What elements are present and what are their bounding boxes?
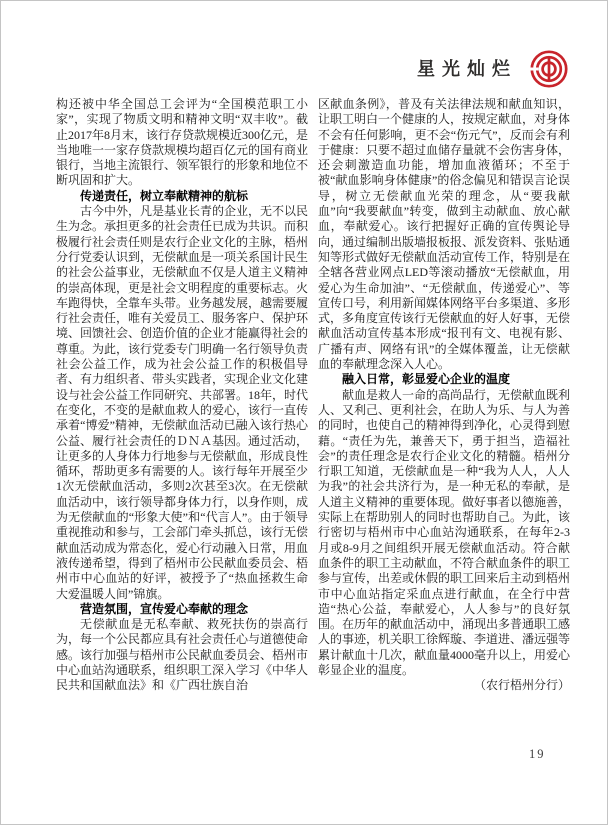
section-heading: 融入日常，彰显爱心企业的温度 bbox=[342, 372, 511, 387]
article-body bbox=[56, 97, 570, 694]
column-right bbox=[318, 97, 570, 694]
paragraph: 构还被中华全国总工会评为“全国模范职工小家”，实现了物质文明和精神文明“双丰收”。截止2017年8月末，该行存贷款规模近300亿元，是当地唯一一家存贷款规模均超百亿元的国有商业银行，当地主流银行、领军银行的形象和地位不断巩固和扩大。 bbox=[56, 97, 309, 188]
masthead-title: 星光灿烂 bbox=[417, 59, 517, 79]
trade-union-emblem-icon bbox=[529, 49, 569, 89]
column-left bbox=[56, 97, 308, 694]
section-heading: 营造氛围，宣传爱心奉献的理念 bbox=[80, 601, 249, 616]
paragraph: 献血是救人一命的高尚品行，无偿献血既利人、又利己、更利社会，在助人为乐、与人为善的同时，也使自己的精神得到净化，心灵得到慰藉。“责任为先，兼善天下，勇于担当，造福社会”的责任理念是农行企业文化的精髓。梧州分行职工知道，无偿献血是一种“我为人人，人人为我”的社会共济行为，是一种无私的奉献，是人道主义精神的重要体现。做好事者以德施善，实际上在帮助别人的同时也帮助自己。为此，该行密切与梧州市中心血站沟通联系，在每年2-3月或8-9月之间组织开展无偿献血活动。符合献血条件的职工主动献血，不符合献血条件的职工参与宣传，出差或休假的职工回来后主动到梧州市中心血站指定采血点进行献血，在全行中营造“热心公益，奉献爱心，人人参与”的良好氛围。在历年的献血活动中，涌现出多普通职工感人的事迹，机关职工徐辉璇、李道进、潘远强等累计献血十几次，献血量4000毫升以上，用爱心彰显企业的温度。 bbox=[318, 387, 571, 677]
paragraph: 古今中外，凡是基业长青的企业，无不以民生为念。承担更多的社会责任已成为共识。而积极履行社会责任则是农行企业文化的主脉，梧州分行党委认识到，无偿献血是一项关系国计民生的社会公益事业，无偿献血不仅是人道主义精神的崇高体现，更是社会文明程度的重要标志。火车跑得快，全靠车头带。业务越发展，越需要履行社会责任，唯有关爱员工、服务客户、保护环境、回馈社会、创造价值的企业才能赢得社会的尊重。为此，该行党委专门明确一名行领导负责社会公益工作，成为社会公益工作的积极倡导者、有力组织者、带头实践者，实现企业文化建设与社会公益工作同研究、共部署。18年，时代在变化，不变的是献血救人的爱心，该行一直传承着“博爱”精神，无偿献血活动已融入该行热心公益、履行社会责任的ＤＮＡ基因。通过活动，让更多的人身体力行地参与无偿献血，形成良性循环，帮助更多有需要的人。该行每年开展至少1次无偿献血活动，多则2次甚至3次。在无偿献血活动中，该行领导都身体力行，以身作则，成为无偿献血的“形象大使”和“代言人”。由于领导重视推动和参与，工会部门牵头抓总，该行无偿献血活动成为常态化，爱心行动融入日常，用血液传递希望，得到了梧州市公民献血委员会、梧州市中心血站的好评，被授予了“热血拯救生命 大爱温暖人间”锦旗。 bbox=[56, 204, 309, 601]
section-heading: 传递责任，树立奉献精神的航标 bbox=[80, 188, 249, 203]
page-number: 19 bbox=[529, 747, 546, 761]
byline: （农行梧州分行） bbox=[473, 678, 570, 693]
masthead bbox=[417, 49, 569, 89]
paragraph: 无偿献血是无私奉献、救死扶伤的崇高行为，每一个公民都应具有社会责任心与道德使命感。该行加强与梧州市公民献血委员会、梧州市中心血站沟通联系，组织职工深入学习《中华人民共和国献血法》和《广西壮族自治 bbox=[56, 617, 309, 693]
paragraph: 区献血条例》，普及有关法律法规和献血知识，让职工明白一个健康的人，按规定献血，对身体不会有任何影响，更不会“伤元气”，反而会有利于健康：只要不超过血储存量就不会伤害身体，还会刺激造血功能，增加血液循环；不至于被“献血影响身体健康”的俗念偏见和错误言论误导，树立无偿献血光荣的理念，从“要我献血”向“我要献血”转变，做到主动献血、放心献血，奉献爱心。该行把握好正确的宣传舆论导向，通过编制出版墙报板报、派发资料、张贴通知等形式做好无偿献血活动宣传工作，特别是在全辖各营业网点LED等滚动播放“无偿献血，用爱心为生命加油”、“无偿献血，传递爱心”、等宣传口号，利用新闻媒体网络平台多渠道、多形式，多角度宣传该行无偿献血的好人好事，无偿献血活动宣传基本形成“报刊有文、电视有影、广播有声、网络有讯”的全媒体覆盖，让无偿献血的奉献理念深入人心。 bbox=[318, 97, 571, 372]
